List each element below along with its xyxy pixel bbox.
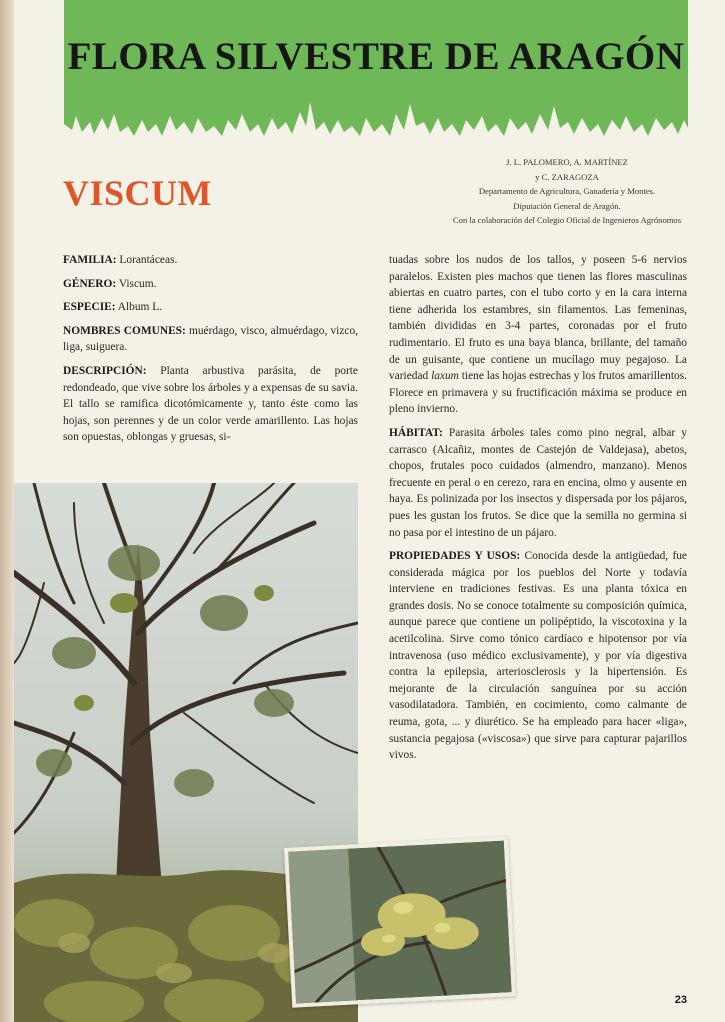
left-text-column (63, 252, 358, 453)
variety-name: laxum (431, 370, 459, 383)
descripcion-entry (63, 363, 358, 446)
propiedades-label: PROPIEDADES Y USOS: (389, 550, 521, 563)
especie-label: ESPECIE: (63, 301, 116, 314)
genus-title: VISCUM (63, 173, 213, 213)
habitat-entry (389, 425, 687, 541)
propiedades-value: Conocida desde la antigüedad, fue considerada mágica por los pueblos del Norte y todavía interviene en tradiciones festivas. Es una planta tóxica en grandes dosis. No se conoce totalmente su composición química, aunque parece que contiene un polipéptido, la viscotoxina y la acetilcolina. Sirve como tónico cardíaco e hipotensor por vía intravenosa (uso médico exclusivamente), y por vía digestiva contra la epilepsia, arteriosclerosis y la hipertensión. Es mejorante de la circulación sanguínea por su acción vasodilatadora. También, en cocimiento, como calmante de reuma, gota, ... y diurético. Se ha empleado para hacer «liga», sustancia pegajosa («viscosa») que sirve para capturar pajarillos vivos. (389, 550, 687, 762)
continuation-text: tuadas sobre los nudos de los tallos, y poseen 5-6 nervios paralelos. Existen pies machos que tienen las flores masculinas abiertas en cuatro partes, con el tubo corto y en la cara interna tiene adherida los estambres, sin filamentos. Las femeninas, también divididas en 3-4 partes, coronadas por el fruto rudimentario. El fruto es una baya blanca, brillante, del tamaño de un guisante, que contiene un mucílago muy pegajoso. La variedad (389, 254, 687, 383)
habitat-label: HÁBITAT: (389, 426, 443, 439)
page-number: 23 (674, 994, 687, 1006)
credit-line: Diputación General de Aragón. (513, 200, 621, 211)
header-banner (64, 0, 688, 142)
credit-line: Departamento de Agricultura, Ganadería y Montes. (478, 186, 656, 196)
especie-value: Album L. (115, 301, 163, 314)
familia-entry (63, 252, 358, 269)
genero-label: GÉNERO: (63, 277, 117, 290)
especie-entry (63, 299, 358, 316)
propiedades-entry (389, 548, 687, 764)
page-binding-edge (0, 0, 14, 1022)
nombres-label: NOMBRES COMUNES: (63, 324, 186, 337)
genero-entry (63, 276, 358, 293)
page-title: FLORA SILVESTRE DE ARAGÓN (67, 35, 685, 78)
author-credits (412, 155, 722, 228)
credit-line: y C. ZARAGOZA (535, 171, 599, 182)
genero-value: Viscum. (116, 277, 157, 290)
grass-decoration (64, 96, 688, 144)
nombres-value: muérdago, visco, almuérdago, vizco, liga, suiguera. (63, 324, 358, 354)
descripcion-value: Planta arbustiva parásita, de porte redondeado, que vive sobre los árboles y a expensas de su savia. El tallo se ramifica dicotómicamente y, tanto éste como las hojas, son perennes y de un color verde amarillento. Las hojas son opuestas, oblongas y gruesas, si- (63, 364, 358, 444)
continuation-text-2: tiene las hojas estrechas y los frutos amarillentos. Florece en primavera y su fructificación máxima se produce en pleno invierno. (389, 370, 687, 416)
credit-line: J. L. PALOMERO, A. MARTÍNEZ (506, 157, 628, 167)
habitat-value: Parasita árboles tales como pino negral, albar y carrasco (Alcañiz, montes de Castejón de Valdejasa), abetos, chopos, frutales poco cuidados (almendro, manzano). Menos frecuente en peral o en cerezo, rara en encina, olmo y ausente en haya. Es polinizada por los insectos y dispersada por los pájaros, pues les gustan los frutos. Se dice que la semilla no germina si no pasa por el intestino de un pájaro. (389, 426, 687, 539)
mistletoe-closeup-illustration (288, 840, 512, 1003)
right-text-column (389, 252, 687, 771)
familia-label: FAMILIA: (63, 254, 117, 266)
nombres-entry (63, 323, 358, 356)
mistletoe-closeup-photo (284, 836, 516, 1008)
credit-line: Con la colaboración del Colegio Oficial de Ingenieros Agrónomos (452, 215, 682, 225)
descripcion-label: DESCRIPCIÓN: (63, 364, 147, 377)
description-continuation (389, 252, 687, 418)
familia-value: Lorantáceas. (116, 254, 178, 266)
